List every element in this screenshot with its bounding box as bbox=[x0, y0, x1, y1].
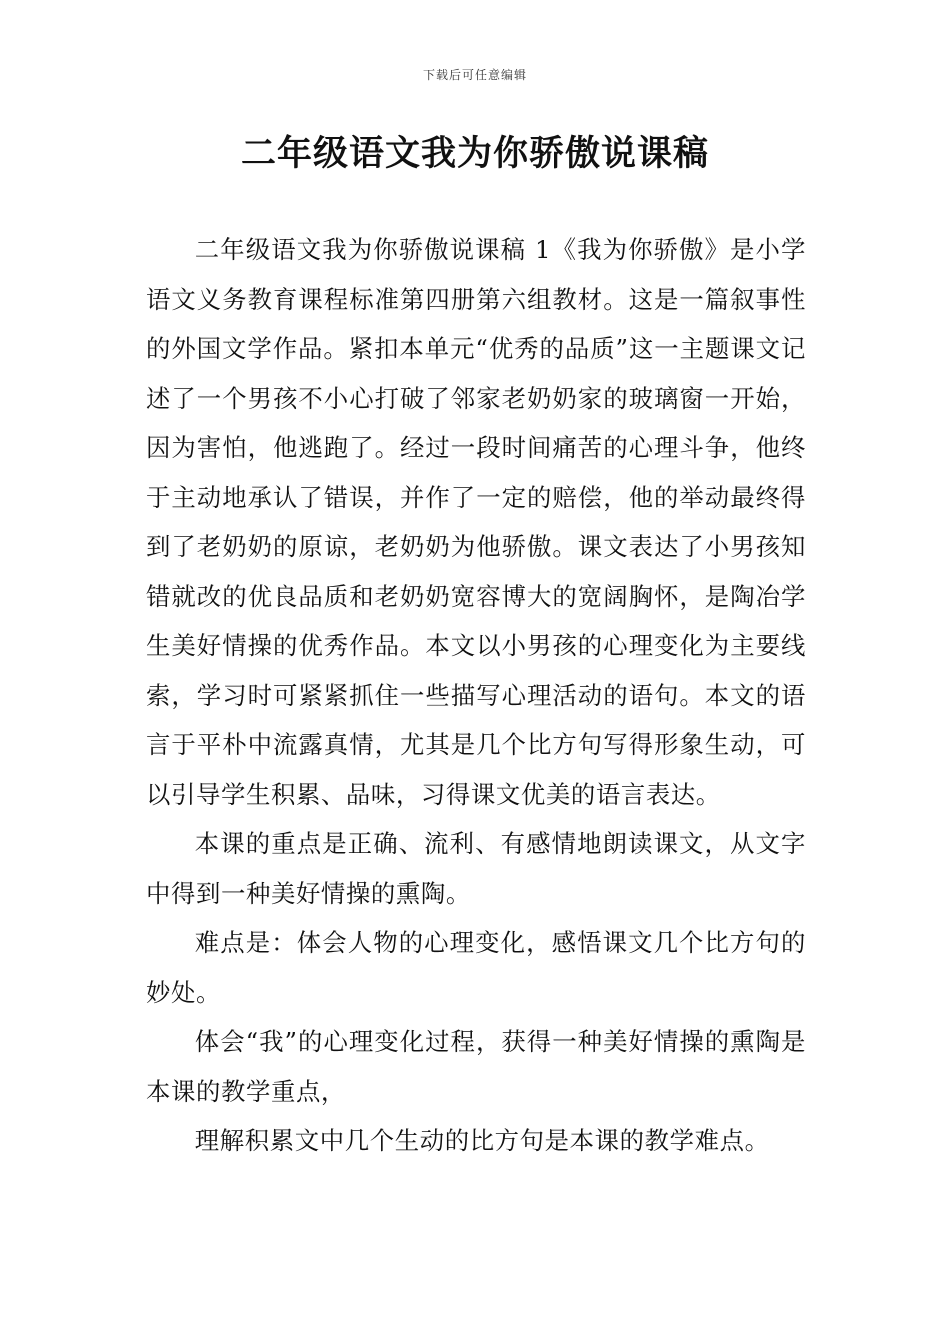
header-note: 下载后可任意编辑 bbox=[422, 68, 527, 82]
paragraph-2: 本课的重点是正确、流利、有感情地朗读课文，从文字中得到一种美好情操的熏陶。 bbox=[146, 829, 806, 908]
document-body bbox=[146, 225, 806, 1166]
paragraph-1: 二年级语文我为你骄傲说课稿 1《我为你骄傲》是小学语文义务教育课程标准第四册第六组教材。这是一篇叙事性的外国文学作品。紧扣本单元“优秀的品质”这一主题课文记述了一个男孩不小心打破了邻家老奶奶家的玻璃窗一开始，因为害怕，他逃跑了。经过一段时间痛苦的心理斗争，他终于主动地承认了错误，并作了一定的赔偿，他的举动最终得到了老奶奶的原谅，老奶奶为他骄傲。课文表达了小男孩知错就改的优良品质和老奶奶宽容博大的宽阔胸怀，是陶冶学生美好情操的优秀作品。本文以小男孩的心理变化为主要线索，学习时可紧紧抓住一些描写心理活动的语句。本文的语言于平朴中流露真情，尤其是几个比方句写得形象生动，可以引导学生积累、品味，习得课文优美的语言表达。 bbox=[146, 235, 806, 809]
paragraph-4: 体会“我”的心理变化过程，获得一种美好情操的熏陶是本课的教学重点， bbox=[146, 1027, 806, 1106]
paragraph-5: 理解积累文中几个生动的比方句是本课的教学难点。 bbox=[194, 1126, 770, 1155]
paragraph-3: 难点是：体会人物的心理变化，感悟课文几个比方句的妙处。 bbox=[146, 928, 806, 1007]
document-title: 二年级语文我为你骄傲说课稿 bbox=[240, 134, 709, 174]
